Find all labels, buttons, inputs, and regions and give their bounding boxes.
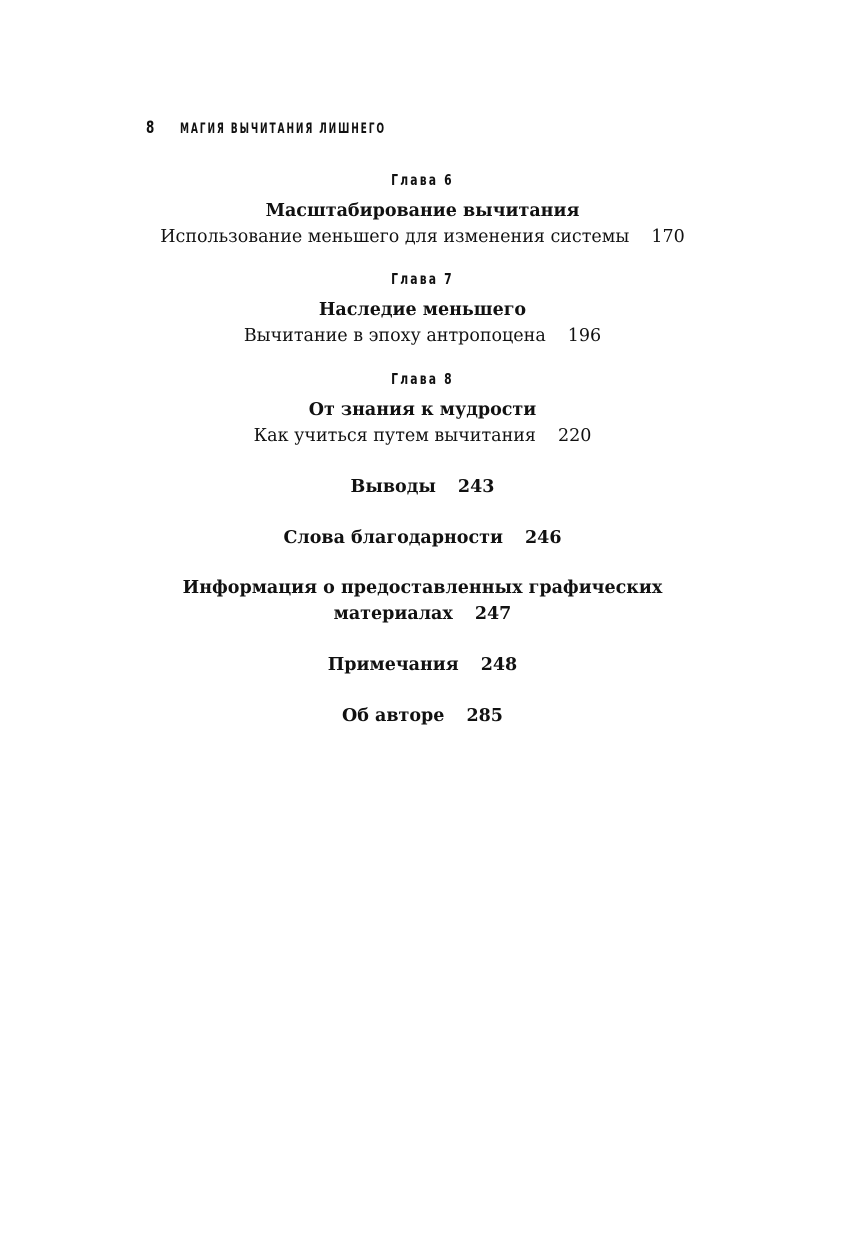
toc-entry-conclusions (0, 477, 845, 497)
toc-entry-page: 243 (457, 477, 495, 497)
toc-entry-acknowledgements (0, 528, 845, 548)
chapter-8-subtitle: Как учиться путем вычитания (253, 426, 536, 446)
chapter-7-label: Глава 7 (391, 270, 454, 288)
chapter-8-page: 220 (557, 426, 592, 446)
toc-entry-page: 247 (474, 604, 512, 624)
chapter-7-subtitle-line (0, 326, 845, 346)
chapter-6-subtitle-line (0, 227, 845, 247)
toc-entry-title: Информация о предоставленных графических (182, 578, 663, 598)
chapter-8-subtitle-line (0, 426, 845, 446)
chapter-6-page: 170 (651, 227, 685, 247)
toc-entry-about-author (0, 706, 845, 726)
toc-entry-graphics-info-line2 (0, 604, 845, 624)
running-title: МАГИЯ ВЫЧИТАНИЯ ЛИШНЕГО (180, 121, 386, 137)
toc-entry-page: 246 (524, 528, 562, 548)
toc-entry-graphics-info-line1 (0, 578, 845, 598)
toc-entry-title: Примечания (327, 655, 459, 675)
toc-entry-title: Слова благодарности (283, 528, 503, 548)
toc-entry-title: Выводы (350, 477, 436, 497)
chapter-7-title: Наследие меньшего (318, 300, 527, 320)
toc-entry-title: материалах (333, 604, 453, 624)
chapter-8-title: От знания к мудрости (308, 400, 537, 420)
toc-entry-title: Об авторе (342, 706, 445, 726)
chapter-8-label: Глава 8 (391, 370, 454, 388)
chapter-7-subtitle: Вычитание в эпоху антропоцена (243, 326, 546, 346)
toc-entry-notes (0, 655, 845, 675)
chapter-6-label: Глава 6 (391, 171, 454, 189)
toc-entry-page: 248 (480, 655, 518, 675)
page-number: 8 (146, 118, 155, 138)
chapter-6-subtitle: Использование меньшего для изменения системы (160, 227, 630, 247)
chapter-7-page: 196 (567, 326, 602, 346)
running-head (146, 118, 466, 138)
chapter-6-title: Масштабирование вычитания (265, 201, 580, 221)
toc-entry-page: 285 (466, 706, 503, 726)
